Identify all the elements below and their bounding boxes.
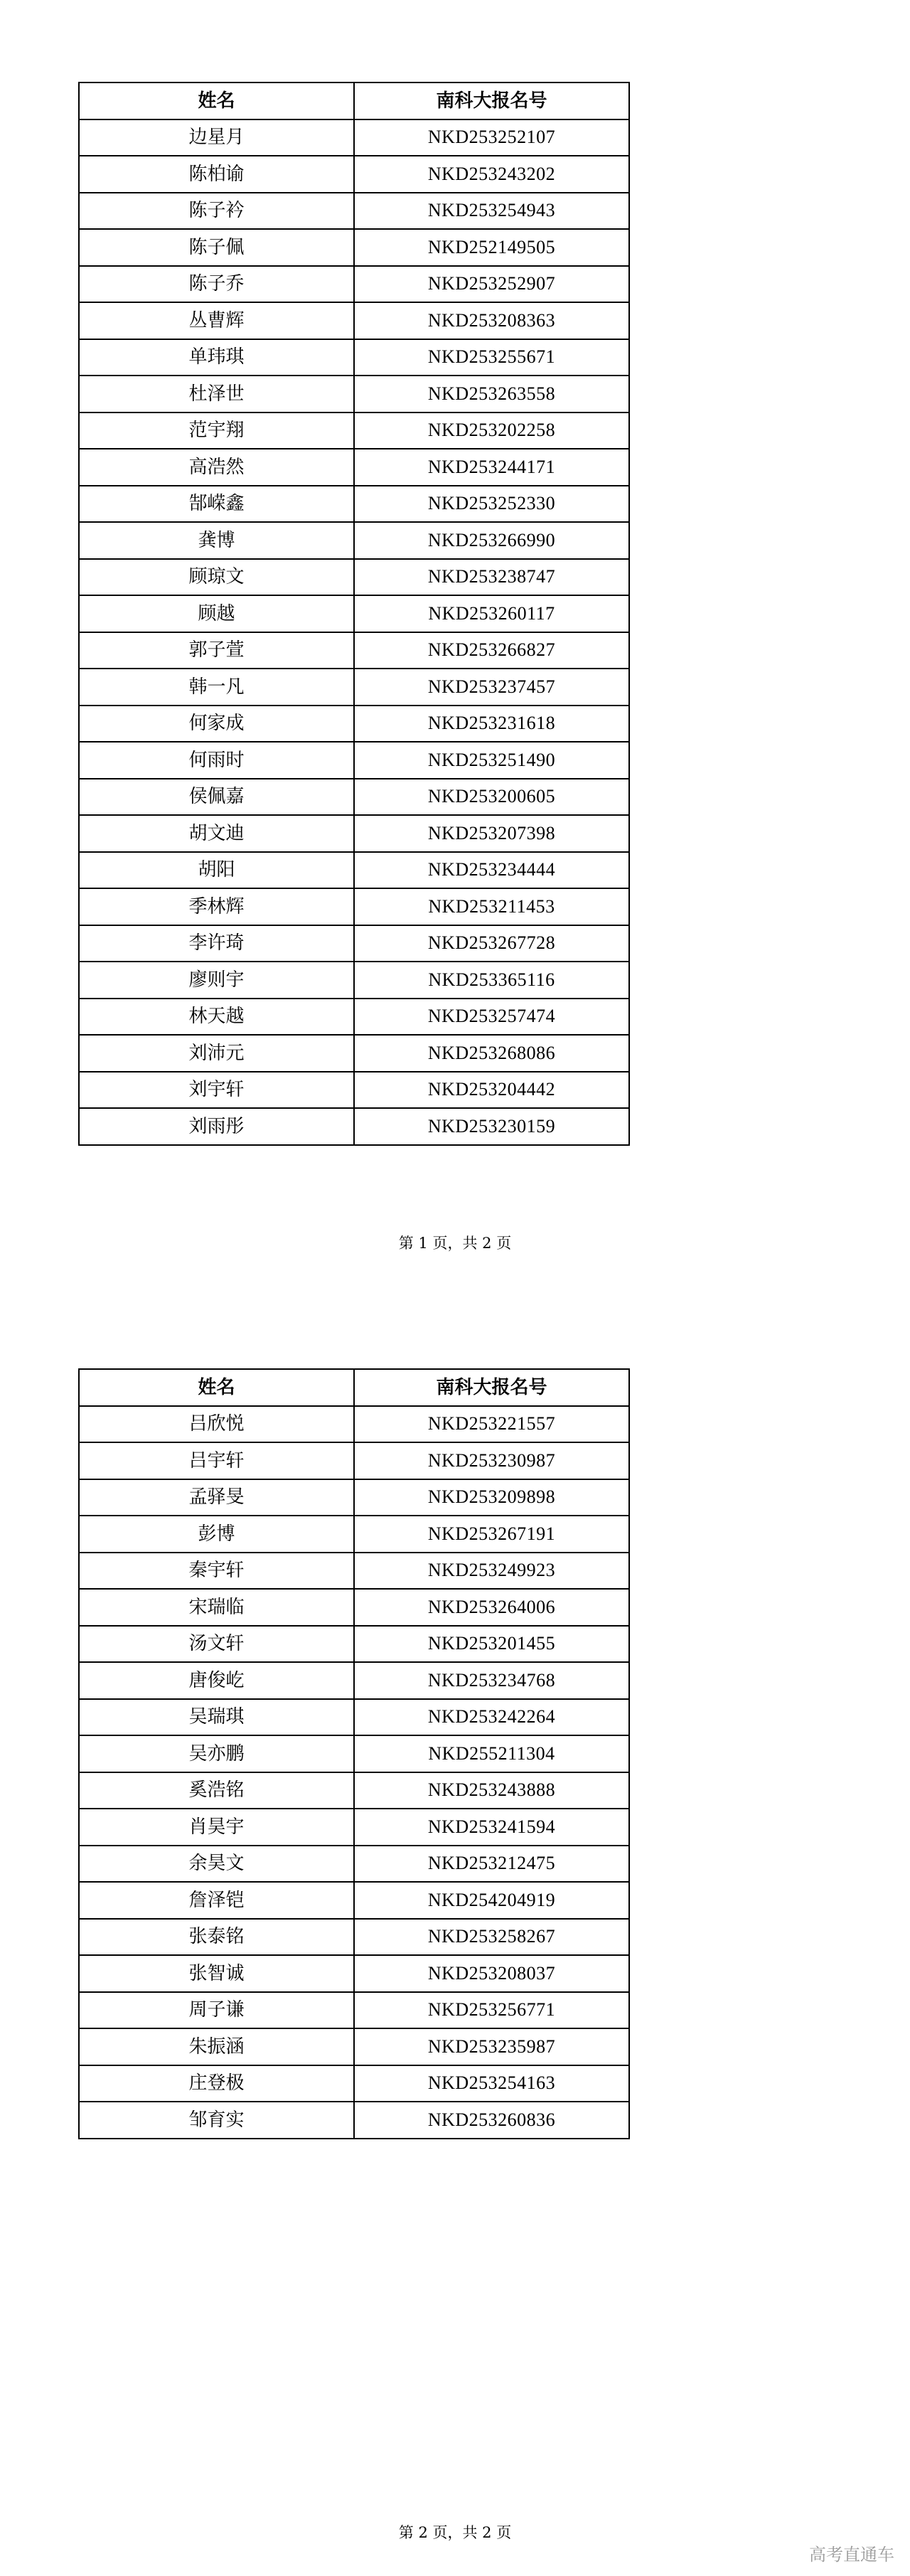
- cell-name: 范宇翔: [79, 413, 354, 449]
- table-row: [79, 1772, 629, 1809]
- cell-registration-id: NKD253252907: [354, 266, 629, 303]
- cell-registration-id: NKD253268086: [354, 1035, 629, 1072]
- cell-registration-id: NKD253260117: [354, 595, 629, 632]
- table-row: [79, 1846, 629, 1883]
- table-row: [79, 266, 629, 303]
- table-row: [79, 925, 629, 962]
- table-row: [79, 1035, 629, 1072]
- cell-name: 秦宇轩: [79, 1553, 354, 1590]
- table-row: [79, 1809, 629, 1846]
- cell-registration-id: NKD253211453: [354, 888, 629, 925]
- cell-registration-id: NKD253202258: [354, 413, 629, 449]
- cell-name: 廖则宇: [79, 962, 354, 999]
- table-body: [79, 1406, 629, 2139]
- page-footer-2: 第 2 页，共 2 页: [398, 2524, 512, 2541]
- cell-registration-id: NKD253212475: [354, 1846, 629, 1883]
- table-row: [79, 1699, 629, 1736]
- cell-name: 宋瑞临: [79, 1589, 354, 1626]
- cell-registration-id: NKD253264006: [354, 1589, 629, 1626]
- table-row: [79, 1072, 629, 1109]
- cell-name: 吕宇轩: [79, 1442, 354, 1479]
- table-row: [79, 669, 629, 706]
- table-row: [79, 1919, 629, 1956]
- cell-name: 陈子佩: [79, 229, 354, 266]
- cell-registration-id: NKD253230987: [354, 1442, 629, 1479]
- cell-registration-id: NKD253252330: [354, 486, 629, 523]
- table-row: [79, 815, 629, 852]
- cell-name: 高浩然: [79, 449, 354, 486]
- page-footer-1: 第 1 页，共 2 页: [398, 1235, 512, 1252]
- table-row: [79, 302, 629, 339]
- cell-registration-id: NKD253208363: [354, 302, 629, 339]
- cell-name: 张泰铭: [79, 1919, 354, 1956]
- table-header-row: [79, 1369, 629, 1406]
- table-row: [79, 1442, 629, 1479]
- table-row: [79, 2028, 629, 2065]
- cell-registration-id: NKD253266827: [354, 632, 629, 669]
- header-name: 姓名: [79, 1369, 354, 1406]
- cell-name: 朱振涵: [79, 2028, 354, 2065]
- table-row: [79, 1992, 629, 2029]
- cell-name: 边星月: [79, 119, 354, 156]
- cell-name: 单玮琪: [79, 339, 354, 376]
- cell-registration-id: NKD253244171: [354, 449, 629, 486]
- cell-registration-id: NKD253258267: [354, 1919, 629, 1956]
- cell-registration-id: NKD253237457: [354, 669, 629, 706]
- cell-registration-id: NKD253204442: [354, 1072, 629, 1109]
- table-row: [79, 559, 629, 596]
- cell-registration-id: NKD253260836: [354, 2102, 629, 2139]
- cell-name: 庄登极: [79, 2065, 354, 2102]
- cell-name: 顾越: [79, 595, 354, 632]
- cell-registration-id: NKD253254163: [354, 2065, 629, 2102]
- table-row: [79, 742, 629, 779]
- table-header-row: [79, 83, 629, 119]
- table-row: [79, 339, 629, 376]
- cell-registration-id: NKD253231618: [354, 706, 629, 743]
- cell-name: 刘雨彤: [79, 1108, 354, 1145]
- cell-registration-id: NKD255211304: [354, 1735, 629, 1772]
- table-row: [79, 1735, 629, 1772]
- table-row: [79, 119, 629, 156]
- cell-name: 余昊文: [79, 1846, 354, 1883]
- table-row: [79, 413, 629, 449]
- cell-registration-id: NKD253230159: [354, 1108, 629, 1145]
- cell-registration-id: NKD253263558: [354, 376, 629, 413]
- cell-registration-id: NKD253208037: [354, 1955, 629, 1992]
- table-row: [79, 779, 629, 816]
- header-name: 姓名: [79, 83, 354, 119]
- cell-registration-id: NKD253243202: [354, 156, 629, 193]
- cell-name: 顾琼文: [79, 559, 354, 596]
- admission-table-page-1: [78, 82, 630, 1146]
- table-row: [79, 706, 629, 743]
- table-row: [79, 229, 629, 266]
- cell-name: 季林辉: [79, 888, 354, 925]
- cell-name: 吕欣悦: [79, 1406, 354, 1443]
- cell-name: 陈柏谕: [79, 156, 354, 193]
- table-row: [79, 1406, 629, 1443]
- cell-name: 彭博: [79, 1516, 354, 1553]
- table-row: [79, 1553, 629, 1590]
- header-registration-id: 南科大报名号: [354, 1369, 629, 1406]
- cell-name: 郜嵘鑫: [79, 486, 354, 523]
- cell-registration-id: NKD253242264: [354, 1699, 629, 1736]
- cell-registration-id: NKD253254943: [354, 193, 629, 230]
- cell-name: 汤文轩: [79, 1626, 354, 1663]
- watermark-text: 高考直通车: [809, 2545, 894, 2565]
- cell-registration-id: NKD253234444: [354, 852, 629, 889]
- cell-registration-id: NKD254204919: [354, 1882, 629, 1919]
- cell-registration-id: NKD253209898: [354, 1479, 629, 1516]
- cell-name: 何家成: [79, 706, 354, 743]
- cell-name: 韩一凡: [79, 669, 354, 706]
- cell-registration-id: NKD253251490: [354, 742, 629, 779]
- table-row: [79, 999, 629, 1036]
- cell-name: 唐俊屹: [79, 1662, 354, 1699]
- table-row: [79, 449, 629, 486]
- table-row: [79, 1955, 629, 1992]
- table-row: [79, 1626, 629, 1663]
- table-row: [79, 1589, 629, 1626]
- table-row: [79, 852, 629, 889]
- cell-registration-id: NKD253257474: [354, 999, 629, 1036]
- cell-name: 陈子乔: [79, 266, 354, 303]
- cell-registration-id: NKD253200605: [354, 779, 629, 816]
- header-registration-id: 南科大报名号: [354, 83, 629, 119]
- cell-registration-id: NKD253256771: [354, 1992, 629, 2029]
- table-row: [79, 962, 629, 999]
- cell-registration-id: NKD253238747: [354, 559, 629, 596]
- cell-name: 李许琦: [79, 925, 354, 962]
- cell-name: 张智诚: [79, 1955, 354, 1992]
- cell-name: 吴瑞琪: [79, 1699, 354, 1736]
- cell-name: 胡文迪: [79, 815, 354, 852]
- cell-name: 奚浩铭: [79, 1772, 354, 1809]
- admission-table-page-2: [78, 1368, 630, 2139]
- cell-registration-id: NKD253252107: [354, 119, 629, 156]
- cell-registration-id: NKD253235987: [354, 2028, 629, 2065]
- table-row: [79, 2102, 629, 2139]
- cell-registration-id: NKD252149505: [354, 229, 629, 266]
- cell-name: 林天越: [79, 999, 354, 1036]
- cell-name: 丛曹辉: [79, 302, 354, 339]
- cell-registration-id: NKD253266990: [354, 522, 629, 559]
- cell-registration-id: NKD253365116: [354, 962, 629, 999]
- cell-registration-id: NKD253267191: [354, 1516, 629, 1553]
- table-row: [79, 888, 629, 925]
- cell-name: 周子谦: [79, 1992, 354, 2029]
- cell-name: 刘宇轩: [79, 1072, 354, 1109]
- cell-registration-id: NKD253201455: [354, 1626, 629, 1663]
- cell-registration-id: NKD253234768: [354, 1662, 629, 1699]
- cell-registration-id: NKD253241594: [354, 1809, 629, 1846]
- cell-name: 郭子萱: [79, 632, 354, 669]
- table-row: [79, 1108, 629, 1145]
- table-row: [79, 1882, 629, 1919]
- table-row: [79, 2065, 629, 2102]
- cell-registration-id: NKD253255671: [354, 339, 629, 376]
- cell-name: 杜泽世: [79, 376, 354, 413]
- cell-name: 胡阳: [79, 852, 354, 889]
- table-row: [79, 522, 629, 559]
- cell-name: 刘沛元: [79, 1035, 354, 1072]
- cell-name: 肖昊宇: [79, 1809, 354, 1846]
- table-row: [79, 486, 629, 523]
- table-row: [79, 632, 629, 669]
- cell-name: 侯佩嘉: [79, 779, 354, 816]
- cell-registration-id: NKD253221557: [354, 1406, 629, 1443]
- table-body: [79, 119, 629, 1145]
- cell-name: 詹泽铠: [79, 1882, 354, 1919]
- table-row: [79, 595, 629, 632]
- cell-name: 何雨时: [79, 742, 354, 779]
- table-row: [79, 193, 629, 230]
- table-row: [79, 1479, 629, 1516]
- table-row: [79, 1662, 629, 1699]
- cell-name: 陈子衿: [79, 193, 354, 230]
- cell-name: 吴亦鹏: [79, 1735, 354, 1772]
- table-row: [79, 376, 629, 413]
- cell-name: 邹育实: [79, 2102, 354, 2139]
- cell-registration-id: NKD253243888: [354, 1772, 629, 1809]
- table-row: [79, 1516, 629, 1553]
- cell-registration-id: NKD253249923: [354, 1553, 629, 1590]
- cell-registration-id: NKD253207398: [354, 815, 629, 852]
- cell-name: 孟驿旻: [79, 1479, 354, 1516]
- table-row: [79, 156, 629, 193]
- cell-registration-id: NKD253267728: [354, 925, 629, 962]
- cell-name: 龚博: [79, 522, 354, 559]
